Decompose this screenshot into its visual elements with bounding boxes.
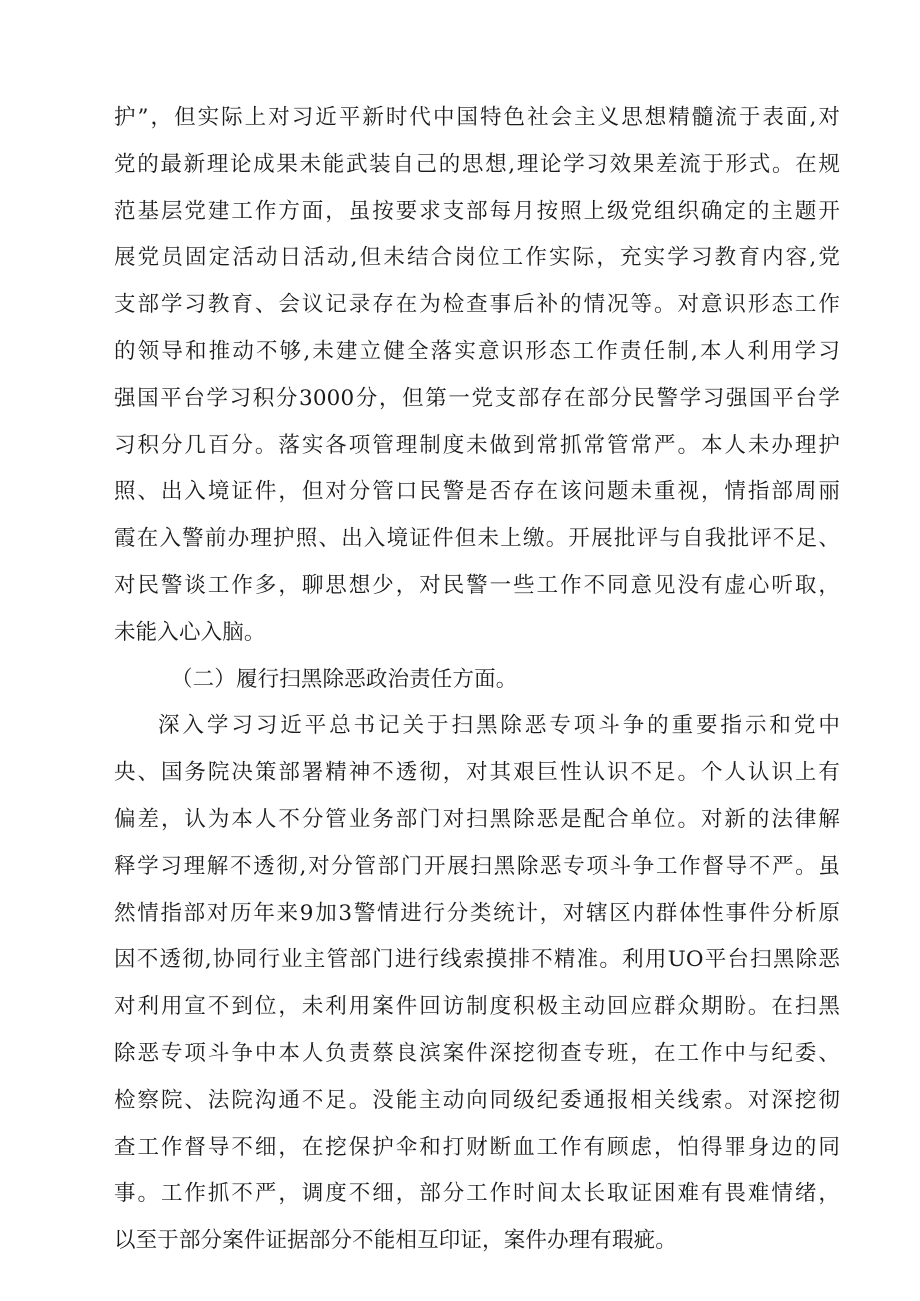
text-line: 对民警谈工作多，聊思想少，对民警一些工作不同意见没有虚心听取， [114, 572, 840, 598]
section-heading-text: （二）履行扫黑除恶政治责任方面。 [171, 666, 518, 692]
text-line: 未能入心入脑。 [114, 619, 266, 645]
text-line: 检察院、法院沟通不足。没能主动向同级纪委通报相关线索。对深挖彻 [114, 1087, 840, 1113]
text-line: 以至于部分案件证据部分不能相互印证，案件办理有瑕疵。 [114, 1228, 677, 1254]
text-line: 照、出入境证件，但对分管口民警是否存在该问题未重视，情指部周丽 [114, 479, 840, 505]
text-line: 党的最新理论成果未能武装自己的思想,理论学习效果差流于形式。在规 [114, 151, 840, 177]
text-line: 释学习理解不透彻,对分管部门开展扫黑除恶专项斗争工作督导不严。虽 [114, 853, 840, 879]
section-heading [114, 657, 840, 704]
text-line: 因不透彻,协同行业主管部门进行线索摸排不精准。利用UO平台扫黑除恶 [114, 947, 840, 973]
text-line: 的领导和推动不够,未建立健全落实意识形态工作责任制,本人利用学习 [114, 338, 840, 364]
document-body [114, 95, 840, 1265]
text-line: 除恶专项斗争中本人负责蔡良滨案件深挖彻查专班，在工作中与纪委、 [114, 1040, 840, 1066]
text-line: 支部学习教育、会议记录存在为检查事后补的情况等。对意识形态工作 [114, 292, 840, 318]
text-line: 强国平台学习积分3000分，但第一党支部存在部分民警学习强国平台学 [114, 385, 840, 411]
text-line: 偏差，认为本人不分管业务部门对扫黑除恶是配合单位。对新的法律解 [114, 806, 840, 832]
text-line: 护”，但实际上对习近平新时代中国特色社会主义思想精髓流于表面,对 [114, 105, 840, 130]
text-line: 然情指部对历年来9加3警情进行分类统计，对辖区内群体性事件分析原 [114, 900, 840, 926]
text-line: 央、国务院决策部署精神不透彻，对其艰巨性认识不足。个人认识上有 [114, 760, 840, 786]
paragraph-party-building [114, 95, 840, 657]
text-line: 范基层党建工作方面，虽按要求支部每月按照上级党组织确定的主题开 [114, 198, 840, 224]
text-line: 事。工作抓不严，调度不细，部分工作时间太长取证困难有畏难情绪， [114, 1181, 840, 1207]
text-line: 对利用宣不到位，未利用案件回访制度积极主动回应群众期盼。在扫黑 [114, 994, 840, 1020]
text-line: 霞在入警前办理护照、出入境证件但未上缴。开展批评与自我批评不足、 [114, 526, 840, 552]
text-line: 习积分几百分。落实各项管理制度未做到常抓常管常严。本人未办理护 [114, 432, 840, 458]
text-line: 深入学习习近平总书记关于扫黑除恶专项斗争的重要指示和党中 [158, 713, 840, 739]
text-line: 展党员固定活动日活动,但未结合岗位工作实际，充实学习教育内容,党 [114, 245, 840, 271]
text-line: 查工作督导不细，在挖保护伞和打财断血工作有顾虑，怕得罪身边的同 [114, 1134, 840, 1160]
paragraph-anti-crime [114, 703, 840, 1265]
